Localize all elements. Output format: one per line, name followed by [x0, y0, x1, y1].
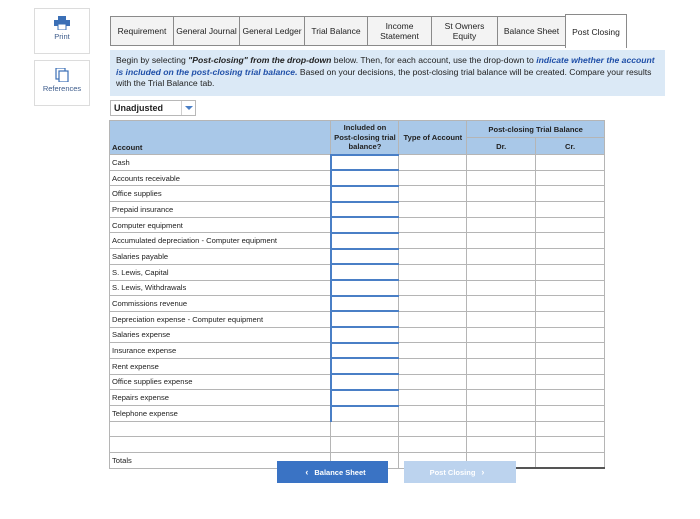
blank-cell: [110, 421, 331, 437]
cr-cell: [536, 249, 605, 265]
type-cell: [399, 249, 467, 265]
header-included: Included on Post-closing trial balance?: [331, 121, 399, 155]
cr-cell: [536, 374, 605, 390]
dr-cell: [467, 202, 536, 218]
next-button-label: Post Closing: [429, 467, 476, 477]
cr-cell: [536, 170, 605, 186]
tab-balance-sheet[interactable]: Balance Sheet: [497, 16, 565, 46]
table-row: [110, 327, 605, 343]
included-dropdown[interactable]: [331, 264, 399, 280]
type-cell: [399, 343, 467, 359]
included-dropdown[interactable]: [331, 233, 399, 249]
dr-cell: [467, 170, 536, 186]
blank-row: [110, 437, 605, 453]
table-row: [110, 406, 605, 422]
tab-st-owners-equity[interactable]: St Owners Equity: [431, 16, 497, 46]
blank-row: [110, 421, 605, 437]
dr-cell: [467, 406, 536, 422]
chevron-right-icon: ›: [481, 467, 485, 477]
dr-cell: [467, 390, 536, 406]
type-cell: [399, 311, 467, 327]
type-cell: [399, 296, 467, 312]
prev-balance-sheet-button[interactable]: [277, 461, 388, 483]
chevron-left-icon: ‹: [305, 467, 309, 477]
included-dropdown[interactable]: [331, 296, 399, 312]
cr-cell: [536, 343, 605, 359]
type-cell: [399, 264, 467, 280]
included-dropdown[interactable]: [331, 202, 399, 218]
included-dropdown[interactable]: [331, 343, 399, 359]
table-row: [110, 311, 605, 327]
cr-cell: [536, 217, 605, 233]
prev-button-label: Balance Sheet: [314, 467, 366, 477]
balance-type-dropdown[interactable]: [110, 100, 196, 116]
included-dropdown[interactable]: [331, 406, 399, 422]
instructions-emphasis-2: indicate whether the account is included on the post-closing trial balance.: [116, 55, 655, 77]
blank-cell: [467, 437, 536, 453]
table-row: [110, 296, 605, 312]
table-row: [110, 390, 605, 406]
type-cell: [399, 155, 467, 171]
included-dropdown[interactable]: [331, 327, 399, 343]
table-row: [110, 186, 605, 202]
dr-cell: [467, 217, 536, 233]
included-dropdown[interactable]: [331, 280, 399, 296]
type-cell: [399, 406, 467, 422]
dr-cell: [467, 155, 536, 171]
table-row: [110, 233, 605, 249]
dr-cell: [467, 249, 536, 265]
dr-cell: [467, 358, 536, 374]
included-dropdown[interactable]: [331, 186, 399, 202]
tab-post-closing[interactable]: Post Closing: [565, 14, 627, 48]
cr-cell: [536, 311, 605, 327]
print-button[interactable]: [34, 8, 90, 54]
table-row: [110, 202, 605, 218]
type-cell: [399, 170, 467, 186]
blank-cell: [331, 421, 399, 437]
account-name: Insurance expense: [110, 343, 331, 359]
instructions-emphasis-1: "Post-closing" from the drop-down: [188, 55, 332, 65]
totals-label: Totals: [110, 453, 331, 469]
included-dropdown[interactable]: [331, 155, 399, 171]
print-label: Print: [54, 32, 70, 41]
instructions-box: [110, 50, 665, 96]
header-dr: Dr.: [467, 138, 536, 155]
instructions-text-2: below. Then, for each account, use the drop-down to: [331, 55, 537, 65]
dr-cell: [467, 296, 536, 312]
type-cell: [399, 327, 467, 343]
account-name: Salaries expense: [110, 327, 331, 343]
blank-cell: [110, 437, 331, 453]
tab-general-journal[interactable]: General Journal: [173, 16, 239, 46]
account-name: Rent expense: [110, 358, 331, 374]
cr-cell: [536, 390, 605, 406]
next-post-closing-button[interactable]: [404, 461, 516, 483]
table-row: [110, 374, 605, 390]
cr-cell: [536, 358, 605, 374]
cr-cell: [536, 406, 605, 422]
references-label: References: [42, 84, 82, 93]
account-name: Accumulated depreciation - Computer equipment: [110, 233, 331, 249]
cr-cell: [536, 155, 605, 171]
table-row: [110, 343, 605, 359]
account-name: Accounts receivable: [110, 170, 331, 186]
account-name: Prepaid insurance: [110, 202, 331, 218]
table-row: [110, 280, 605, 296]
references-icon: [54, 68, 70, 82]
account-name: Repairs expense: [110, 390, 331, 406]
type-cell: [399, 217, 467, 233]
type-cell: [399, 233, 467, 249]
cr-cell: [536, 202, 605, 218]
account-name: Salaries payable: [110, 249, 331, 265]
blank-cell: [399, 421, 467, 437]
header-type: Type of Account: [399, 121, 467, 155]
dr-cell: [467, 233, 536, 249]
included-dropdown[interactable]: [331, 390, 399, 406]
account-name: Commissions revenue: [110, 296, 331, 312]
dr-cell: [467, 264, 536, 280]
dr-cell: [467, 280, 536, 296]
included-dropdown[interactable]: [331, 311, 399, 327]
tab-bar: [110, 14, 627, 48]
type-cell: [399, 374, 467, 390]
dr-cell: [467, 311, 536, 327]
blank-cell: [536, 437, 605, 453]
dr-cell: [467, 186, 536, 202]
included-dropdown[interactable]: [331, 249, 399, 265]
table-row: [110, 264, 605, 280]
type-cell: [399, 390, 467, 406]
account-name: Office supplies expense: [110, 374, 331, 390]
dropdown-value: Unadjusted: [114, 103, 164, 113]
table-row: [110, 249, 605, 265]
type-cell: [399, 280, 467, 296]
cr-cell: [536, 280, 605, 296]
account-name: Cash: [110, 155, 331, 171]
table-row: [110, 358, 605, 374]
tab-general-ledger[interactable]: General Ledger: [239, 16, 304, 46]
account-name: S. Lewis, Withdrawals: [110, 280, 331, 296]
header-cr: Cr.: [536, 138, 605, 155]
blank-cell: [536, 421, 605, 437]
account-name: Computer equipment: [110, 217, 331, 233]
included-dropdown[interactable]: [331, 170, 399, 186]
tab-income-statement[interactable]: Income Statement: [367, 16, 431, 46]
tab-requirement[interactable]: Requirement: [110, 16, 173, 46]
header-account: Account: [110, 121, 331, 155]
cr-cell: [536, 264, 605, 280]
post-closing-table: [109, 120, 605, 469]
table-row: [110, 217, 605, 233]
table-row: [110, 170, 605, 186]
print-icon: [54, 16, 70, 30]
header-group: Post-closing Trial Balance: [467, 121, 605, 138]
dr-cell: [467, 374, 536, 390]
total-cr: [536, 453, 605, 469]
table-row: [110, 155, 605, 171]
account-name: Depreciation expense - Computer equipment: [110, 311, 331, 327]
references-button[interactable]: [34, 60, 90, 106]
account-name: Telephone expense: [110, 406, 331, 422]
dr-cell: [467, 343, 536, 359]
type-cell: [399, 186, 467, 202]
cr-cell: [536, 296, 605, 312]
left-rail: [34, 8, 90, 112]
header-row-1: [110, 121, 605, 138]
instructions-text-1: Begin by selecting: [116, 55, 189, 65]
account-name: S. Lewis, Capital: [110, 264, 331, 280]
included-dropdown[interactable]: [331, 374, 399, 390]
included-dropdown[interactable]: [331, 358, 399, 374]
tab-trial-balance[interactable]: Trial Balance: [304, 16, 367, 46]
blank-cell: [467, 421, 536, 437]
cr-cell: [536, 233, 605, 249]
blank-cell: [331, 437, 399, 453]
chevron-down-icon[interactable]: [181, 101, 195, 115]
blank-cell: [399, 437, 467, 453]
type-cell: [399, 358, 467, 374]
cr-cell: [536, 186, 605, 202]
included-dropdown[interactable]: [331, 217, 399, 233]
instructions-text-3: Based on your decisions, the post-closing trial balance will be created. Compare your results with the Trial Balance tab.: [116, 66, 652, 88]
type-cell: [399, 202, 467, 218]
dr-cell: [467, 327, 536, 343]
cr-cell: [536, 327, 605, 343]
account-name: Office supplies: [110, 186, 331, 202]
